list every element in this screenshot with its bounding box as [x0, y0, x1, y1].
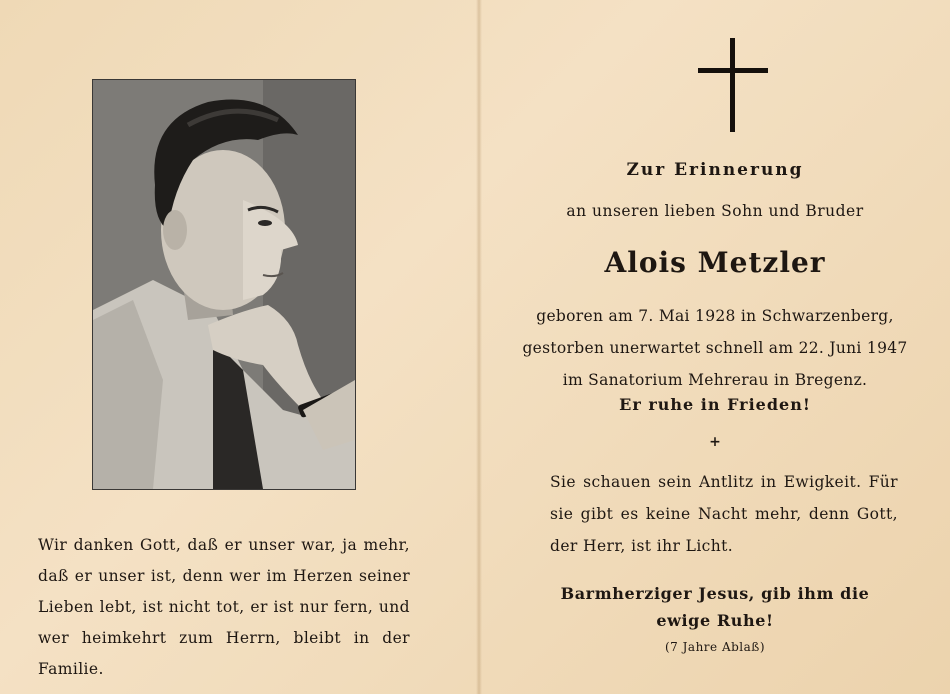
death-line: gestorben unerwartet schnell am 22. Juni 1947 — [522, 339, 908, 357]
prayer-line-1: Barmherziger Jesus, gib ihm die — [560, 584, 870, 603]
place-line: im Sanatorium Mehrerau in Bregenz. — [562, 371, 868, 389]
rest-in-peace: Er ruhe in Frieden! — [619, 395, 811, 414]
right-verse: Sie schauen sein Antlitz in Ewigkeit. Für sie gibt es keine Nacht mehr, denn Gott, der Herr, ist ihr Licht. — [550, 473, 898, 555]
portrait-photo — [92, 79, 356, 490]
prayer-line-2: ewige Ruhe! — [656, 611, 774, 630]
deceased-name: Alois Metzler — [604, 246, 826, 279]
cross-icon — [698, 38, 768, 134]
memorial-heading: Zur Erinnerung — [626, 160, 804, 180]
portrait-image — [93, 80, 355, 489]
indulgence-note: (7 Jahre Ablaß) — [664, 640, 765, 654]
small-cross-icon: + — [709, 434, 721, 450]
life-dates — [480, 300, 950, 396]
birth-line: geboren am 7. Mai 1928 in Schwarzenberg, — [536, 307, 894, 325]
left-verse: Wir danken Gott, daß er unser war, ja mehr, daß er unser ist, denn wer im Herzen seiner Lieben lebt, ist nicht tot, er ist nur fern, und wer heimkehrt zum Herrn, bleibt in der Familie. — [38, 536, 410, 678]
right-panel — [480, 0, 950, 694]
prayer — [480, 580, 950, 634]
memorial-subheading: an unseren lieben Sohn und Bruder — [566, 202, 864, 220]
